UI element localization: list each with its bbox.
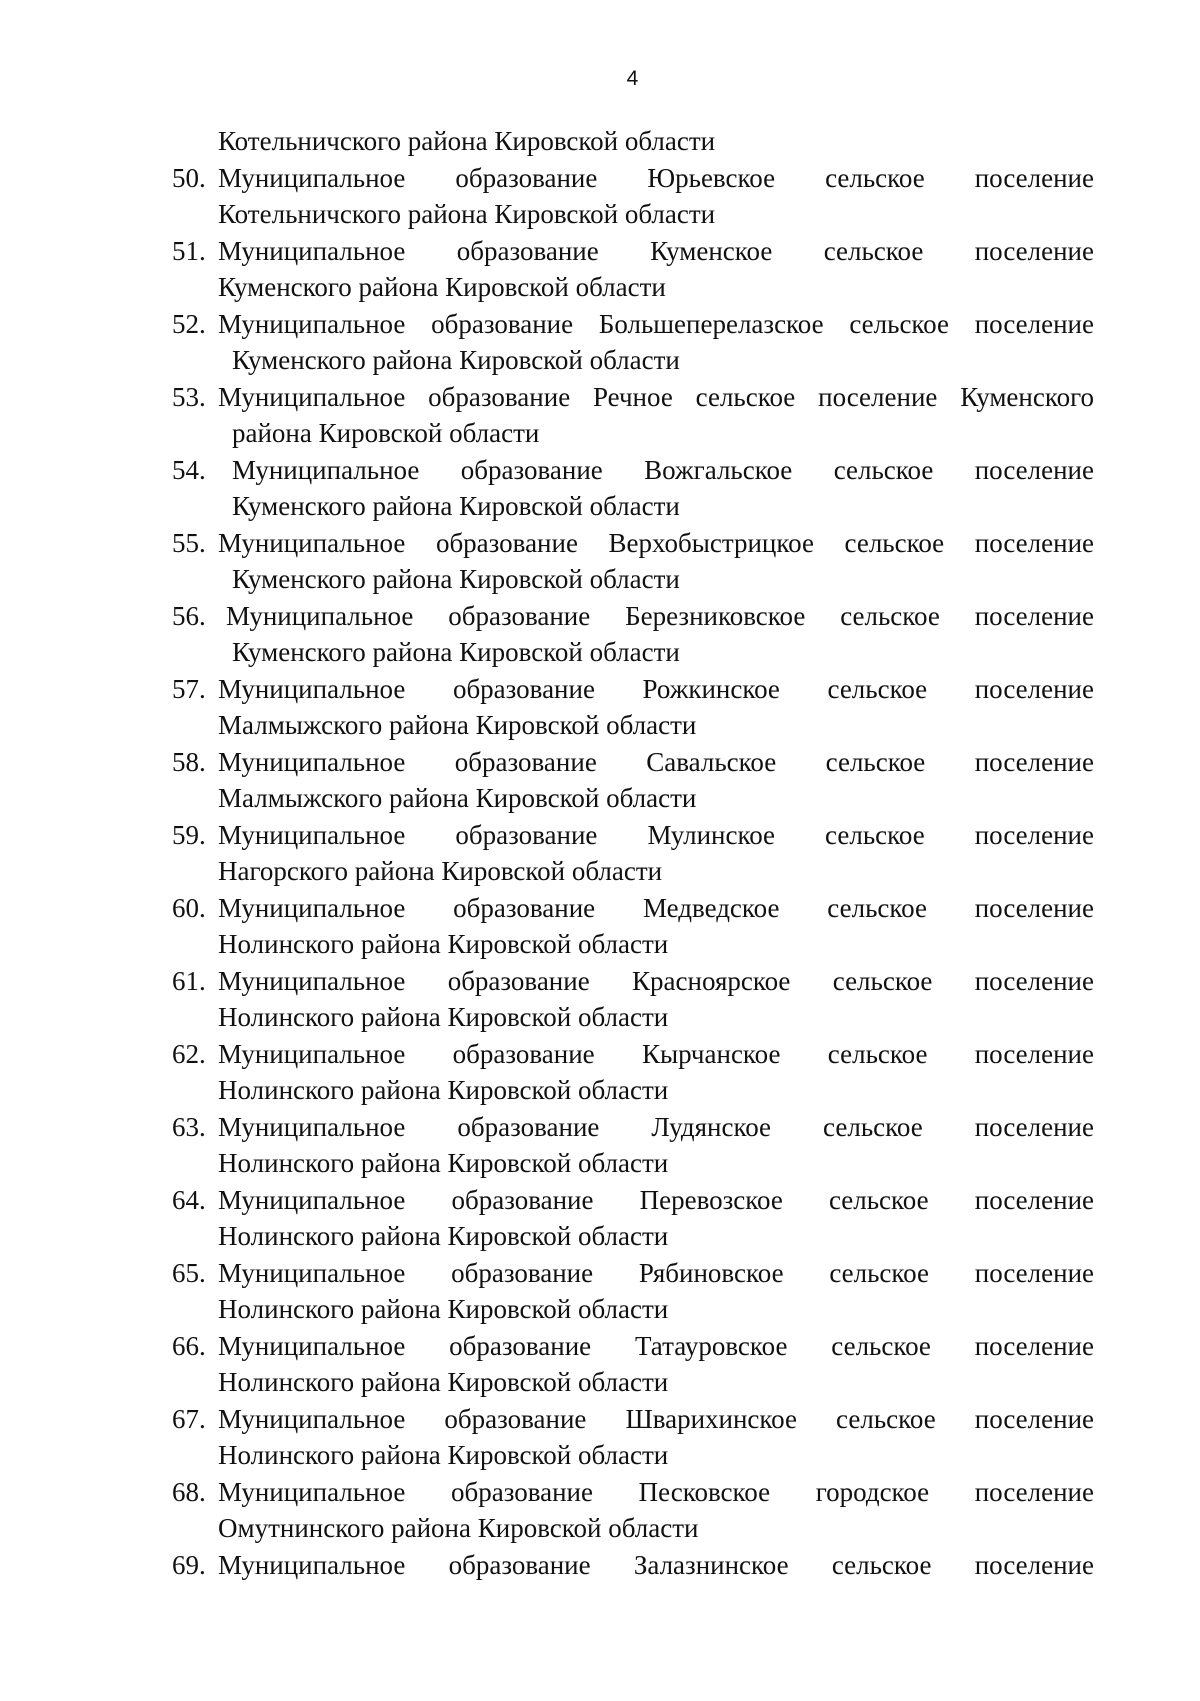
list-item [172,525,1094,598]
item-text-cont: Куменского района Кировской области [232,637,680,667]
item-text: Муниципальное образование Медведское сельское поселение [218,892,1094,923]
item-text-cont: Нолинского района Кировской области [218,1440,669,1470]
item-text-cont: Куменского района Кировской области [232,564,680,594]
item-number: 50. [172,162,206,193]
item-text: Муниципальное образование Рябиновское сельское поселение [218,1257,1094,1288]
list-item [172,1547,1094,1584]
item-text-cont: Малмыжского района Кировской области [218,783,697,813]
item-number: 53. [172,381,206,412]
list-item [172,671,1094,744]
list-item [172,1036,1094,1109]
item-number: 57. [172,673,206,704]
list-item [172,1401,1094,1474]
item-text: Муниципальное образование Песковское городское поселение [218,1476,1094,1507]
item-text-cont: Нолинского района Кировской области [218,1294,669,1324]
item-number: 62. [172,1038,206,1069]
list-item [172,379,1094,452]
item-number: 63. [172,1111,206,1142]
item-text: Муниципальное образование Рожкинское сельское поселение [218,673,1094,704]
item-number: 52. [172,308,206,339]
item-number: 67. [172,1403,206,1434]
item-text: Муниципальное образование Речное сельское поселение Куменского [218,381,1094,412]
list-item [172,1474,1094,1547]
item-text-cont: Нолинского района Кировской области [218,1002,669,1032]
list-item [172,817,1094,890]
list-item [172,306,1094,379]
item-text: Муниципальное образование Красноярское сельское поселение [218,965,1094,996]
item-number: 68. [172,1476,206,1507]
list-item [172,890,1094,963]
item-text-cont: Котельничского района Кировской области [218,199,716,229]
item-text-cont: Куменского района Кировской области [232,345,680,375]
continuation-text: Котельничского района Кировской области [218,126,716,156]
item-text: Муниципальное образование Лудянское сельское поселение [218,1111,1094,1142]
list-item [172,233,1094,306]
item-number: 51. [172,235,206,266]
list-item [172,1109,1094,1182]
item-text-cont: Нолинского района Кировской области [218,1221,669,1251]
list-item [172,1182,1094,1255]
item-number: 56. [172,600,206,631]
list-item [172,452,1094,525]
settlement-list [172,123,1094,1583]
item-text: Муниципальное образование Шварихинское сельское поселение [218,1403,1094,1434]
item-text: Муниципальное образование Перевозское сельское поселение [218,1184,1094,1215]
item-number: 59. [172,819,206,850]
item-text-cont: Нолинского района Кировской области [218,929,669,959]
item-number: 64. [172,1184,206,1215]
item-text: Муниципальное образование Залазнинское сельское поселение [218,1549,1094,1580]
item-text: Муниципальное образование Мулинское сельское поселение [218,819,1094,850]
list-item [172,1328,1094,1401]
item-text-cont: Куменского района Кировской области [232,491,680,521]
item-number: 55. [172,527,206,558]
item-text: Муниципальное образование Вожгальское сельское поселение [232,454,1094,485]
item-number: 58. [172,746,206,777]
item-number: 69. [172,1549,206,1580]
list-item [172,598,1094,671]
item-text: Муниципальное образование Кырчанское сельское поселение [218,1038,1094,1069]
item-text-cont: Нолинского района Кировской области [218,1367,669,1397]
item-text-cont: Куменского района Кировской области [218,272,666,302]
item-number: 66. [172,1330,206,1361]
list-item [172,963,1094,1036]
item-text-cont: Нагорского района Кировской области [218,856,663,886]
item-text-cont: Нолинского района Кировской области [218,1075,669,1105]
list-item [172,744,1094,817]
item-number: 54. [172,454,206,485]
item-text-cont: Нолинского района Кировской области [218,1148,669,1178]
item-text: Муниципальное образование Березниковское сельское поселение [226,600,1094,631]
item-text: Муниципальное образование Большеперелазское сельское поселение [218,308,1094,339]
item-number: 60. [172,892,206,923]
item-text-cont: Малмыжского района Кировской области [218,710,697,740]
item-number: 65. [172,1257,206,1288]
item-text-cont: района Кировской области [232,418,540,448]
item-text-cont: Омутнинского района Кировской области [218,1513,699,1543]
page-number: 4 [626,67,639,90]
item-text: Муниципальное образование Савальское сельское поселение [218,746,1094,777]
item-text: Муниципальное образование Верхобыстрицкое сельское поселение [218,527,1094,558]
item-text: Муниципальное образование Юрьевское сельское поселение [218,162,1094,193]
item-text: Муниципальное образование Куменское сельское поселение [218,235,1094,266]
list-item-continuation [172,123,1094,160]
item-text: Муниципальное образование Татауровское сельское поселение [218,1330,1094,1361]
list-item [172,1255,1094,1328]
item-number: 61. [172,965,206,996]
list-item [172,160,1094,233]
